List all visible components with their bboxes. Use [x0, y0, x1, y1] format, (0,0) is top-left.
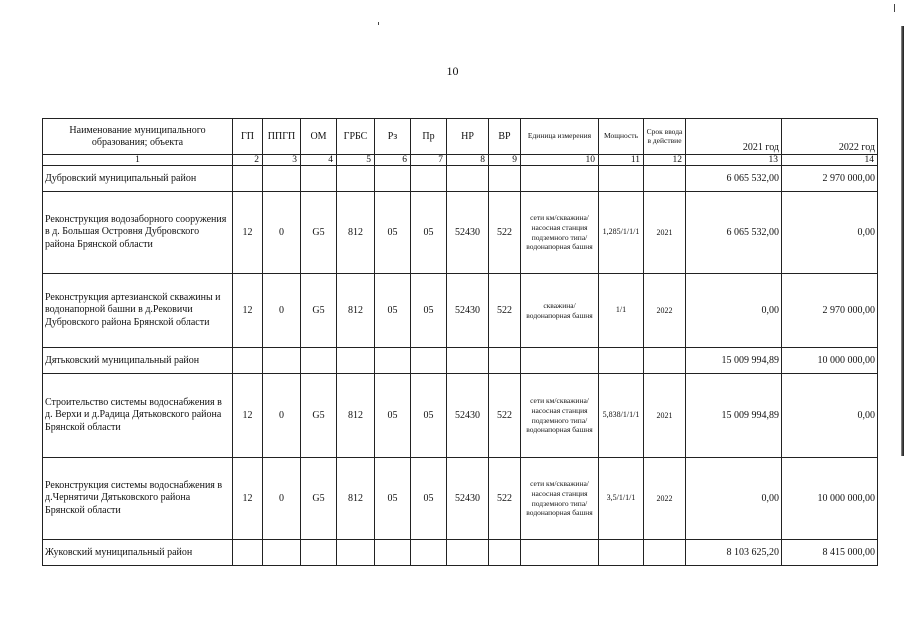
amount-2022: 2 970 000,00 [782, 166, 878, 192]
header-name: Наименование муниципального образования; объекта [43, 119, 233, 155]
amount-2021: 6 065 532,00 [686, 166, 782, 192]
column-index: 9 [489, 155, 521, 166]
code-grbs: 812 [337, 274, 375, 348]
code-gp: 12 [233, 192, 263, 274]
amount-2021: 15 009 994,89 [686, 348, 782, 374]
capacity: 1,285/1/1/1 [599, 192, 644, 274]
capacity: 5,838/1/1/1 [599, 374, 644, 458]
code-pr: 05 [411, 374, 447, 458]
header-term: Срок ввода в действие [644, 119, 686, 155]
code-rz: 05 [375, 458, 411, 540]
code-om: G5 [301, 374, 337, 458]
column-index: 2 [233, 155, 263, 166]
unit-of-measure: скважина/водонапорная башня [521, 274, 599, 348]
header-pr: Пр [411, 119, 447, 155]
project-name: Реконструкция водозаборного сооружения в д. Большая Островня Дубровского района Брянской области [43, 192, 233, 274]
column-index: 11 [599, 155, 644, 166]
column-index: 12 [644, 155, 686, 166]
code-pr: 05 [411, 458, 447, 540]
amount-2022: 0,00 [782, 192, 878, 274]
project-row [43, 374, 878, 458]
amount-2022: 8 415 000,00 [782, 540, 878, 566]
code-ppgp: 0 [263, 274, 301, 348]
header-rz: Рз [375, 119, 411, 155]
page-edge-shadow [901, 26, 904, 456]
commission-year: 2021 [644, 374, 686, 458]
header-grbs: ГРБС [337, 119, 375, 155]
amount-2022: 10 000 000,00 [782, 348, 878, 374]
header-vr: ВР [489, 119, 521, 155]
column-index: 5 [337, 155, 375, 166]
code-vr: 522 [489, 374, 521, 458]
column-index: 1 [43, 155, 233, 166]
code-gp: 12 [233, 458, 263, 540]
column-index: 10 [521, 155, 599, 166]
project-row [43, 274, 878, 348]
project-name: Реконструкция артезианской скважины и водонапорной башни в д.Рековичи Дубровского района Брянской области [43, 274, 233, 348]
header-nr: НР [447, 119, 489, 155]
code-grbs: 812 [337, 374, 375, 458]
code-rz: 05 [375, 374, 411, 458]
header-unit: Единица измерения [521, 119, 599, 155]
code-rz: 05 [375, 274, 411, 348]
code-ppgp: 0 [263, 192, 301, 274]
amount-2022: 10 000 000,00 [782, 458, 878, 540]
code-grbs: 812 [337, 458, 375, 540]
header-row [43, 119, 878, 155]
commission-year: 2022 [644, 274, 686, 348]
column-index-row [43, 155, 878, 166]
code-pr: 05 [411, 274, 447, 348]
header-capacity: Мощность [599, 119, 644, 155]
code-gp: 12 [233, 274, 263, 348]
header-gp: ГП [233, 119, 263, 155]
unit-of-measure: сети км/скважина/насосная станция подземного типа/водонапорная башня [521, 374, 599, 458]
code-vr: 522 [489, 192, 521, 274]
amount-2021: 0,00 [686, 458, 782, 540]
header-om: ОМ [301, 119, 337, 155]
commission-year: 2022 [644, 458, 686, 540]
code-grbs: 812 [337, 192, 375, 274]
code-om: G5 [301, 192, 337, 274]
scan-artifact [378, 22, 379, 25]
amount-2021: 15 009 994,89 [686, 374, 782, 458]
column-index: 7 [411, 155, 447, 166]
header-2021: 2021 год [686, 119, 782, 155]
capacity: 3,5/1/1/1 [599, 458, 644, 540]
code-rz: 05 [375, 192, 411, 274]
commission-year: 2021 [644, 192, 686, 274]
project-name: Строительство системы водоснабжения в д. Верхи и д.Радица Дятьковского района Брянской области [43, 374, 233, 458]
budget-table [42, 118, 878, 566]
amount-2021: 0,00 [686, 274, 782, 348]
column-index: 6 [375, 155, 411, 166]
header-2022: 2022 год [782, 119, 878, 155]
scan-artifact [894, 4, 895, 12]
code-vr: 522 [489, 458, 521, 540]
amount-2022: 0,00 [782, 374, 878, 458]
code-om: G5 [301, 458, 337, 540]
code-gp: 12 [233, 374, 263, 458]
amount-2021: 6 065 532,00 [686, 192, 782, 274]
project-name: Реконструкция системы водоснабжения в д.Чернятичи Дятьковского района Брянской области [43, 458, 233, 540]
column-index: 13 [686, 155, 782, 166]
code-nr: 52430 [447, 274, 489, 348]
column-index: 4 [301, 155, 337, 166]
project-row [43, 192, 878, 274]
column-index: 14 [782, 155, 878, 166]
page-number: 10 [446, 64, 459, 78]
district-name: Дубровский муниципальный район [43, 166, 233, 192]
amount-2021: 8 103 625,20 [686, 540, 782, 566]
unit-of-measure: сети км/скважина/насосная станция подземного типа/водонапорная башня [521, 458, 599, 540]
district-row [43, 348, 878, 374]
code-ppgp: 0 [263, 374, 301, 458]
district-name: Дятьковский муниципальный район [43, 348, 233, 374]
column-index: 3 [263, 155, 301, 166]
capacity: 1/1 [599, 274, 644, 348]
unit-of-measure: сети км/скважина/насосная станция подземного типа/водонапорная башня [521, 192, 599, 274]
district-row [43, 540, 878, 566]
column-index: 8 [447, 155, 489, 166]
code-pr: 05 [411, 192, 447, 274]
code-nr: 52430 [447, 192, 489, 274]
code-nr: 52430 [447, 458, 489, 540]
header-ppgp: ППГП [263, 119, 301, 155]
district-row [43, 166, 878, 192]
code-vr: 522 [489, 274, 521, 348]
project-row [43, 458, 878, 540]
amount-2022: 2 970 000,00 [782, 274, 878, 348]
code-om: G5 [301, 274, 337, 348]
district-name: Жуковский муниципальный район [43, 540, 233, 566]
code-nr: 52430 [447, 374, 489, 458]
code-ppgp: 0 [263, 458, 301, 540]
